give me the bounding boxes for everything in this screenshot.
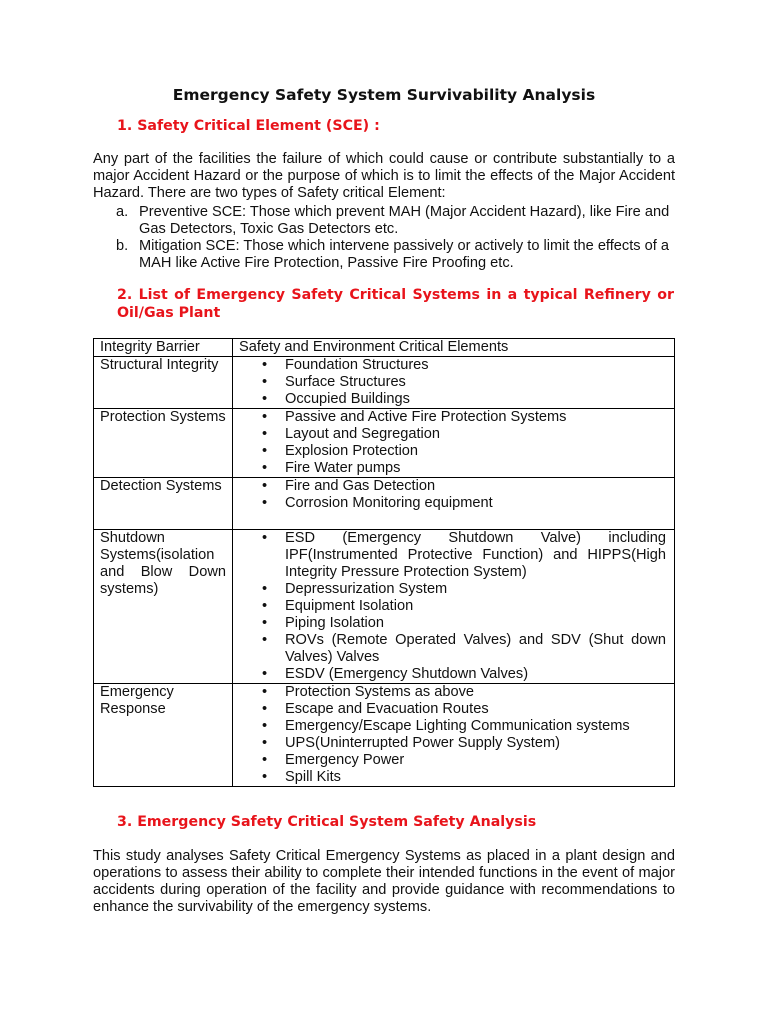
list-item: • Emergency/Escape Lighting Communication systems — [239, 718, 666, 735]
section-3-heading: 3. Emergency Safety Critical System Safety Analysis — [117, 814, 537, 830]
list-item: • ESD (Emergency Shutdown Valve) including IPF(Instrumented Protective Function) and HIPPS(High Integrity Pressure Protection System) — [239, 530, 666, 581]
barrier-cell: Detection Systems — [94, 478, 233, 530]
elements-cell — [233, 409, 675, 478]
table-row — [94, 684, 675, 787]
list-marker: b. — [116, 238, 129, 254]
list-item: • Protection Systems as above — [239, 684, 666, 701]
list-item: • Equipment Isolation — [239, 598, 666, 615]
table-header-row — [94, 339, 675, 357]
section-2-heading: 2. List of Emergency Safety Critical Systems in a typical Refinery or Oil/Gas Plant — [117, 287, 674, 321]
sce-type-item — [93, 204, 675, 238]
list-item: • Spill Kits — [239, 769, 666, 786]
list-item: • Surface Structures — [239, 374, 666, 391]
elements-cell — [233, 684, 675, 787]
table-row — [94, 478, 675, 530]
section-1-heading: 1. Safety Critical Element (SCE) : — [117, 118, 380, 134]
table-row — [94, 357, 675, 409]
list-item: • Piping Isolation — [239, 615, 666, 632]
list-item: • ESDV (Emergency Shutdown Valves) — [239, 666, 666, 683]
list-item: • Passive and Active Fire Protection Systems — [239, 409, 666, 426]
elements-list — [239, 478, 666, 512]
elements-cell — [233, 478, 675, 530]
sce-type-text: Preventive SCE: Those which prevent MAH (Major Accident Hazard), like Fire and Gas Detectors, Toxic Gas Detectors etc. — [139, 204, 670, 237]
sce-type-text: Mitigation SCE: Those which intervene passively or actively to limit the effects of a MAH like Active Fire Protection, Passive Fire Proofing etc. — [139, 238, 669, 271]
table-row — [94, 530, 675, 684]
elements-cell — [233, 530, 675, 684]
barrier-cell: Emergency Response — [94, 684, 233, 787]
list-item: • Foundation Structures — [239, 357, 666, 374]
sce-type-item — [93, 238, 675, 272]
list-item: • ROVs (Remote Operated Valves) and SDV (Shut down Valves) Valves — [239, 632, 666, 666]
barrier-cell: Structural Integrity — [94, 357, 233, 409]
list-item: • UPS(Uninterrupted Power Supply System) — [239, 735, 666, 752]
barrier-cell: Protection Systems — [94, 409, 233, 478]
list-item: • Occupied Buildings — [239, 391, 666, 408]
elements-list — [239, 409, 666, 477]
list-item: • Emergency Power — [239, 752, 666, 769]
section-1-intro: Any part of the facilities the failure of which could cause or contribute substantially to a major Accident Hazard or the purpose of which is to limit the effects of the Major Accident Hazard. There are two types of Safety critical Element: — [93, 151, 675, 201]
critical-systems-table — [93, 338, 675, 787]
list-item: • Fire Water pumps — [239, 460, 666, 477]
list-item: • Fire and Gas Detection — [239, 478, 666, 495]
list-item: • Escape and Evacuation Routes — [239, 701, 666, 718]
elements-list — [239, 530, 666, 683]
sce-types-list — [93, 204, 675, 272]
elements-list — [239, 357, 666, 408]
table-row — [94, 409, 675, 478]
list-item: • Corrosion Monitoring equipment — [239, 495, 666, 512]
section-3-body: This study analyses Safety Critical Emergency Systems as placed in a plant design and operations to assess their ability to complete their intended functions in the event of major accidents during operation of the facility and provide guidance with recommendations to enhance the survivability of the emergency systems. — [93, 848, 675, 915]
table-header-cell: Integrity Barrier — [94, 339, 233, 357]
list-item: • Layout and Segregation — [239, 426, 666, 443]
list-item: • Explosion Protection — [239, 443, 666, 460]
list-item: • Depressurization System — [239, 581, 666, 598]
table-header-cell: Safety and Environment Critical Elements — [233, 339, 675, 357]
elements-cell — [233, 357, 675, 409]
elements-list — [239, 684, 666, 786]
document-title: Emergency Safety System Survivability Analysis — [172, 86, 596, 104]
barrier-cell: Shutdown Systems(isolation and Blow Down systems) — [94, 530, 233, 684]
list-marker: a. — [116, 204, 129, 220]
